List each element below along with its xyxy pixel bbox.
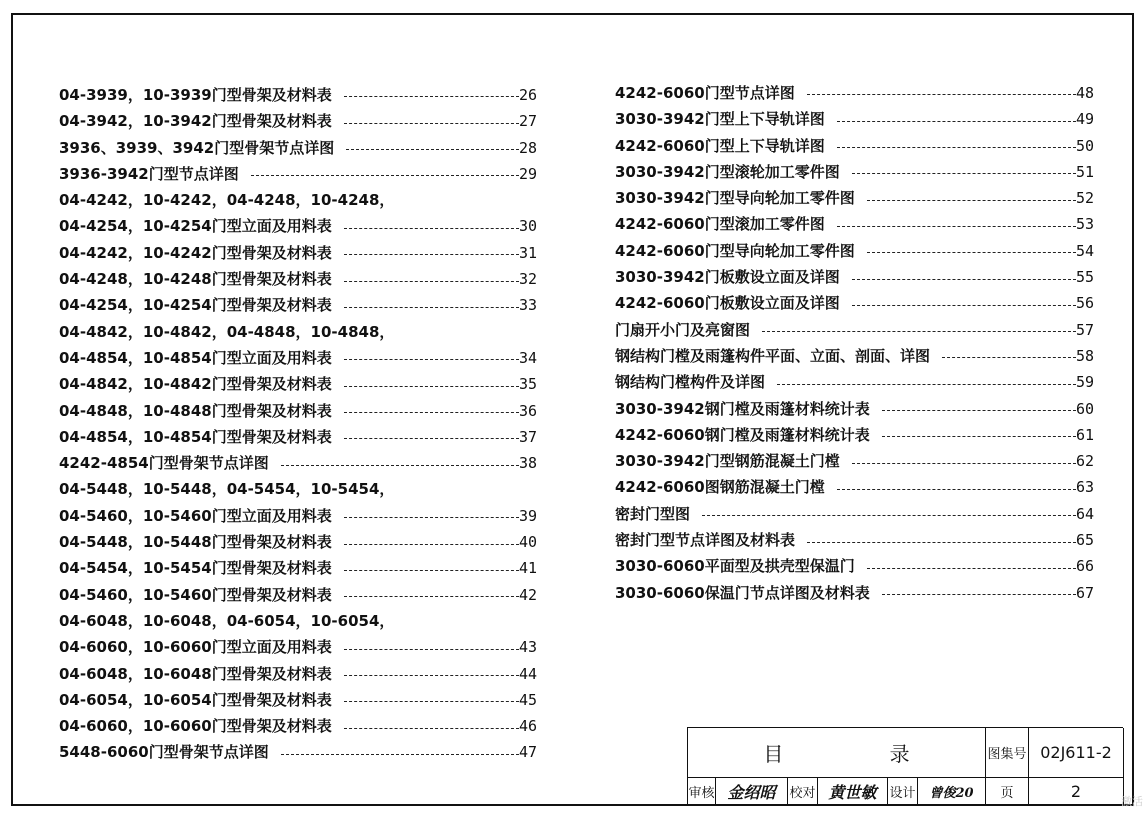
toc-entry-page: 32 xyxy=(518,270,537,289)
toc-entry xyxy=(615,211,1094,237)
toc-entry-page: 49 xyxy=(1075,110,1094,129)
toc-entry-title: 3030-3942门型导向轮加工零件图 xyxy=(615,189,855,208)
toc-entry-title: 3030-3942门型滚轮加工零件图 xyxy=(615,162,840,181)
toc-entry-title: 04-5454，10-5454门型骨架及材料表 xyxy=(59,559,332,578)
toc-entry-title: 4242-6060门型导向轮加工零件图 xyxy=(615,241,855,260)
toc-entry-page: 63 xyxy=(1075,478,1094,497)
toc-entry xyxy=(615,527,1094,553)
toc-entry xyxy=(59,503,537,529)
toc-entry xyxy=(59,161,537,187)
toc-entry-title: 钢结构门樘构件及详图 xyxy=(615,373,766,392)
toc-entry-title: 04-6060，10-6060门型骨架及材料表 xyxy=(59,717,332,736)
atlas-label: 图集号 xyxy=(986,728,1029,778)
toc-entry-title: 门扇开小门及亮窗图 xyxy=(615,320,751,339)
toc-entry-title: 04-4248，10-4248门型骨架及材料表 xyxy=(59,270,332,289)
dot-leader xyxy=(281,739,519,765)
toc-entry-title: 钢结构门樘及雨篷构件平面、立面、剖面、详图 xyxy=(615,346,931,365)
atlas-number: 02J611-2 xyxy=(1029,728,1124,778)
toc-entry-page: 54 xyxy=(1075,241,1094,260)
toc-entry-title: 4242-6060门型滚加工零件图 xyxy=(615,215,825,234)
toc-entry-page: 27 xyxy=(518,112,537,131)
toc-entry xyxy=(59,82,537,108)
toc-entry-page: 55 xyxy=(1075,268,1094,287)
dot-leader xyxy=(867,238,1076,264)
dot-leader xyxy=(867,185,1076,211)
toc-entry-page: 51 xyxy=(1075,162,1094,181)
toc-entry xyxy=(59,529,537,555)
toc-entry-title: 04-5448，10-5448，04-5454，10-5454， xyxy=(59,480,395,499)
toc-entry-title: 5448-6060门型骨架节点详图 xyxy=(59,743,269,762)
dot-leader xyxy=(777,369,1076,395)
toc-entry-title: 3030-3942门型钢筋混凝土门樘 xyxy=(615,452,840,471)
dot-leader xyxy=(344,240,519,266)
toc-entry-page: 61 xyxy=(1075,425,1094,444)
dot-leader xyxy=(344,398,519,424)
toc-entry-page: 26 xyxy=(518,86,537,104)
dot-leader xyxy=(837,106,1076,132)
toc-entry-title: 04-6048，10-6048门型骨架及材料表 xyxy=(59,664,332,683)
toc-entry xyxy=(59,108,537,134)
toc-entry-page: 58 xyxy=(1075,346,1094,365)
dot-leader xyxy=(344,213,519,239)
toc-entry-page: 60 xyxy=(1075,399,1094,418)
dot-leader xyxy=(344,713,519,739)
toc-entry-title: 4242-6060钢门樘及雨篷材料统计表 xyxy=(615,425,870,444)
toc-entry xyxy=(59,476,537,502)
toc-entry xyxy=(615,553,1094,579)
toc-entry-page: 56 xyxy=(1075,294,1094,313)
dot-leader xyxy=(837,211,1076,237)
dot-leader xyxy=(344,503,519,529)
dot-leader xyxy=(281,450,519,476)
toc-entry-page: 34 xyxy=(518,348,537,367)
toc-entry xyxy=(59,555,537,581)
toc-entry-title: 3030-3942钢门樘及雨篷材料统计表 xyxy=(615,399,870,418)
toc-entry xyxy=(615,343,1094,369)
toc-entry-title: 4242-6060门板敷设立面及详图 xyxy=(615,294,840,313)
toc-entry-page: 59 xyxy=(1075,373,1094,392)
toc-entry-title: 4242-6060图钢筋混凝土门樘 xyxy=(615,478,825,497)
toc-left-column xyxy=(59,82,537,766)
dot-leader xyxy=(852,159,1076,185)
toc-entry-page: 29 xyxy=(518,164,537,183)
toc-entry xyxy=(615,580,1094,606)
toc-entry-page: 47 xyxy=(518,743,537,762)
toc-entry-title: 4242-6060门型上下导轨详图 xyxy=(615,136,825,155)
toc-entry-page: 36 xyxy=(518,401,537,420)
toc-right-column xyxy=(615,80,1094,606)
page-label: 页 xyxy=(986,778,1029,805)
dot-leader xyxy=(344,424,519,450)
toc-entry-page: 38 xyxy=(518,454,537,473)
toc-entry xyxy=(59,240,537,266)
dot-leader xyxy=(702,501,1076,527)
dot-leader xyxy=(867,553,1076,579)
dot-leader xyxy=(344,345,519,371)
toc-entry xyxy=(59,345,537,371)
toc-entry-page: 57 xyxy=(1075,320,1094,339)
toc-entry-page: 43 xyxy=(518,638,537,657)
toc-entry xyxy=(59,213,537,239)
toc-entry xyxy=(615,133,1094,159)
toc-entry xyxy=(615,185,1094,211)
design-label: 设计 xyxy=(888,778,918,805)
dot-leader xyxy=(251,161,519,187)
toc-entry-title: 04-5460，10-5460门型立面及用料表 xyxy=(59,506,332,525)
toc-entry-title: 04-4254，10-4254门型立面及用料表 xyxy=(59,217,332,236)
dot-leader xyxy=(852,290,1076,316)
toc-entry xyxy=(59,424,537,450)
dot-leader xyxy=(852,264,1076,290)
toc-entry-page: 45 xyxy=(518,690,537,709)
dot-leader xyxy=(344,582,519,608)
toc-entry-page: 67 xyxy=(1075,583,1094,602)
toc-entry xyxy=(615,238,1094,264)
toc-entry-page: 30 xyxy=(518,217,537,236)
toc-entry-title: 04-5460，10-5460门型骨架及材料表 xyxy=(59,585,332,604)
toc-entry-title: 04-6060，10-6060门型立面及用料表 xyxy=(59,638,332,657)
review-label: 审核 xyxy=(688,778,716,805)
toc-entry-title: 04-4854，10-4854门型骨架及材料表 xyxy=(59,427,332,446)
dot-leader xyxy=(344,371,519,397)
toc-entry-page: 40 xyxy=(518,533,537,552)
toc-entry xyxy=(615,422,1094,448)
dot-leader xyxy=(344,82,519,108)
toc-entry-title: 3936、3939、3942门型骨架节点详图 xyxy=(59,138,335,157)
toc-entry-page: 31 xyxy=(518,243,537,262)
toc-entry-page: 37 xyxy=(518,427,537,446)
toc-entry xyxy=(615,159,1094,185)
toc-entry xyxy=(615,369,1094,395)
toc-entry xyxy=(59,371,537,397)
toc-entry xyxy=(59,608,537,634)
review-signature: 金绍昭 xyxy=(716,778,788,805)
dot-leader xyxy=(344,687,519,713)
dot-leader xyxy=(807,80,1076,106)
toc-entry-title: 3030-6060保温门节点详图及材料表 xyxy=(615,583,870,602)
dot-leader xyxy=(807,527,1076,553)
dot-leader xyxy=(882,580,1076,606)
toc-entry xyxy=(59,739,537,765)
check-signature: 黄世敏 xyxy=(818,778,888,805)
toc-entry xyxy=(59,687,537,713)
dot-leader xyxy=(762,317,1076,343)
toc-entry-page: 42 xyxy=(518,585,537,604)
toc-entry-title: 04-4848，10-4848门型骨架及材料表 xyxy=(59,401,332,420)
toc-entry-title: 04-4854，10-4854门型立面及用料表 xyxy=(59,348,332,367)
toc-entry-title: 04-3942，10-3942门型骨架及材料表 xyxy=(59,112,332,131)
toc-entry-title: 3030-3942门型上下导轨详图 xyxy=(615,110,825,129)
toc-entry xyxy=(615,106,1094,132)
toc-entry-page: 64 xyxy=(1075,504,1094,523)
dot-leader xyxy=(344,292,519,318)
toc-entry xyxy=(59,713,537,739)
design-signature: 曾俊20 xyxy=(918,778,986,805)
dot-leader xyxy=(942,343,1076,369)
toc-entry-title: 04-4254，10-4254门型骨架及材料表 xyxy=(59,296,332,315)
toc-entry-title: 3030-3942门板敷设立面及详图 xyxy=(615,268,840,287)
dot-leader xyxy=(837,133,1076,159)
toc-entry xyxy=(59,319,537,345)
toc-entry xyxy=(59,266,537,292)
dot-leader xyxy=(852,448,1076,474)
toc-entry-page: 44 xyxy=(518,664,537,683)
toc-entry-title: 04-4242，10-4242门型骨架及材料表 xyxy=(59,243,332,262)
toc-entry xyxy=(615,474,1094,500)
toc-entry-page: 48 xyxy=(1075,84,1094,102)
toc-entry-page: 65 xyxy=(1075,531,1094,550)
toc-entry-page: 28 xyxy=(518,138,537,157)
dot-leader xyxy=(344,266,519,292)
toc-entry-title: 3936-3942门型节点详图 xyxy=(59,164,239,183)
toc-entry-page: 39 xyxy=(518,506,537,525)
toc-entry xyxy=(615,264,1094,290)
toc-entry-page: 66 xyxy=(1075,557,1094,576)
toc-entry-title: 04-4842，10-4842门型骨架及材料表 xyxy=(59,375,332,394)
dot-leader xyxy=(344,661,519,687)
toc-entry-page: 46 xyxy=(518,717,537,736)
toc-entry-title: 04-5448，10-5448门型骨架及材料表 xyxy=(59,533,332,552)
dot-leader xyxy=(346,135,519,161)
toc-entry-page: 35 xyxy=(518,375,537,394)
title-block xyxy=(687,727,1123,804)
dot-leader xyxy=(882,396,1076,422)
toc-entry xyxy=(59,135,537,161)
toc-entry xyxy=(59,634,537,660)
toc-entry-page: 33 xyxy=(518,296,537,315)
toc-entry-page: 52 xyxy=(1075,189,1094,208)
dot-leader xyxy=(882,422,1076,448)
toc-entry xyxy=(59,292,537,318)
dot-leader xyxy=(344,108,519,134)
toc-entry-page: 53 xyxy=(1075,215,1094,234)
dot-leader xyxy=(837,474,1076,500)
dot-leader xyxy=(344,529,519,555)
toc-entry xyxy=(615,396,1094,422)
toc-entry xyxy=(615,501,1094,527)
toc-entry-page: 62 xyxy=(1075,452,1094,471)
toc-entry xyxy=(59,450,537,476)
toc-entry-title: 04-4242，10-4242，04-4248，10-4248， xyxy=(59,191,395,210)
dot-leader xyxy=(344,634,519,660)
toc-entry xyxy=(615,290,1094,316)
page-number: 2 xyxy=(1029,778,1124,805)
toc-entry-title: 04-4842，10-4842，04-4848，10-4848， xyxy=(59,322,395,341)
toc-entry-title: 04-3939，10-3939门型骨架及材料表 xyxy=(59,86,332,104)
toc-entry-title: 密封门型图 xyxy=(615,504,691,523)
toc-entry-title: 4242-4854门型骨架节点详图 xyxy=(59,454,269,473)
toc-entry xyxy=(615,317,1094,343)
toc-entry xyxy=(615,80,1094,106)
toc-entry-title: 3030-6060平面型及拱壳型保温门 xyxy=(615,557,855,576)
check-label: 校对 xyxy=(788,778,818,805)
toc-entry xyxy=(59,398,537,424)
toc-entry xyxy=(59,582,537,608)
toc-entry-title: 密封门型节点详图及材料表 xyxy=(615,531,796,550)
sheet-title: 目 录 xyxy=(688,728,986,778)
toc-entry-title: 4242-6060门型节点详图 xyxy=(615,84,795,102)
toc-entry xyxy=(59,187,537,213)
toc-entry-page: 50 xyxy=(1075,136,1094,155)
toc-entry-page: 41 xyxy=(518,559,537,578)
dot-leader xyxy=(344,555,519,581)
toc-entry-title: 04-6054，10-6054门型骨架及材料表 xyxy=(59,690,332,709)
watermark-text: 激活 xyxy=(1121,795,1143,808)
toc-entry xyxy=(59,661,537,687)
toc-entry-title: 04-6048，10-6048，04-6054，10-6054， xyxy=(59,611,395,630)
toc-entry xyxy=(615,448,1094,474)
